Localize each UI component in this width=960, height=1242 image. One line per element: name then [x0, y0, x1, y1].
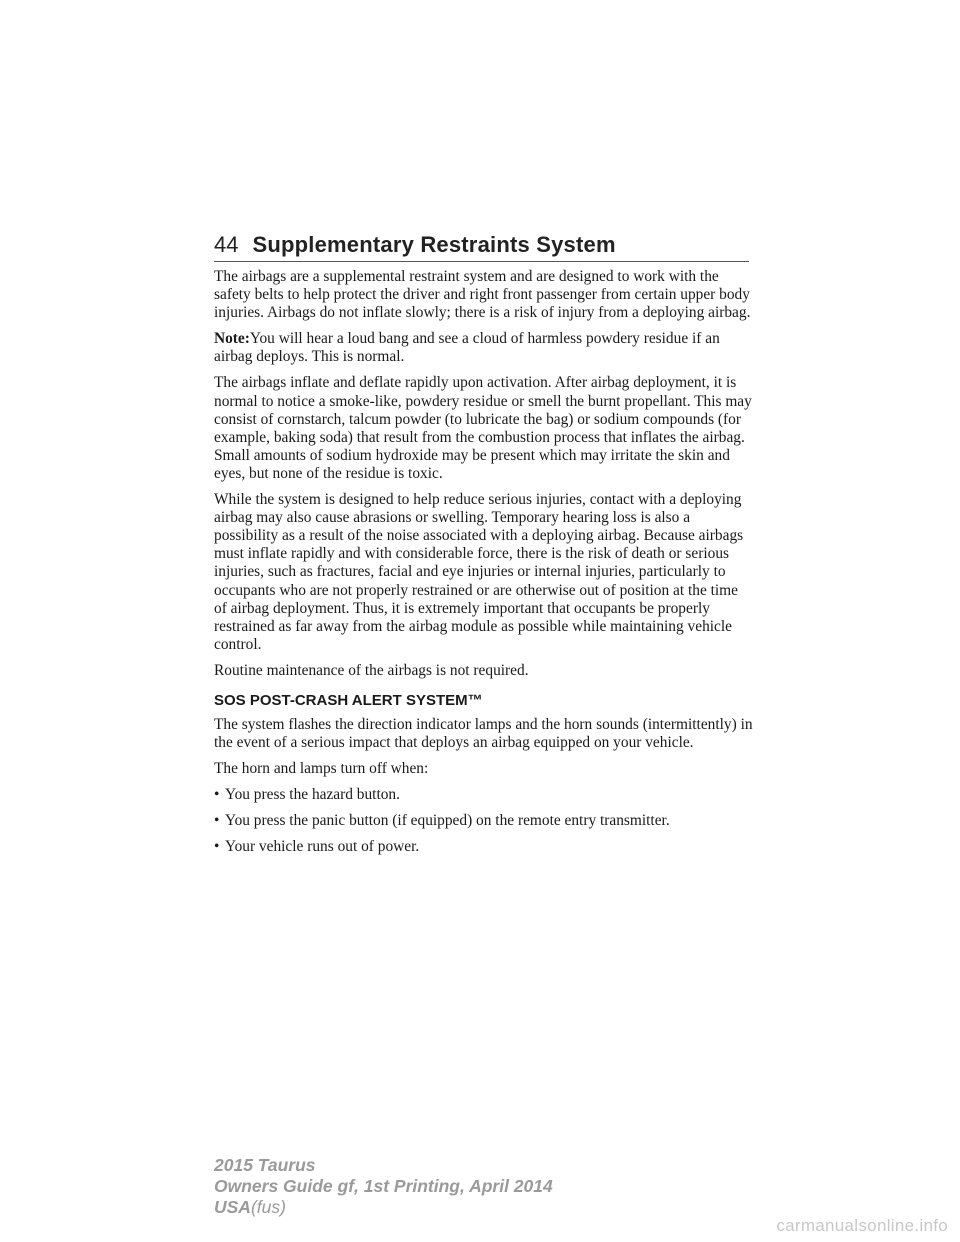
- page-body: [214, 268, 754, 865]
- paragraph-deployment-residue: The airbags inflate and deflate rapidly upon activation. After airbag deployment, it is normal to notice a smoke-like, powdery residue or smell the burnt propellant. This may consist of cornstarch, talcum powder (to lubricate the bag) or sodium compounds (for example, baking soda) that result from the combustion process that inflates the airbag. Small amounts of sodium hydroxide may be present which may irritate the skin and eyes, but none of the residue is toxic.: [214, 374, 752, 482]
- bullet-mark: •: [214, 812, 220, 830]
- list-item: [214, 838, 754, 856]
- paragraph-turn-off-intro: The horn and lamps turn off when:: [214, 760, 429, 778]
- watermark: carmanualsonline.info: [776, 1216, 948, 1235]
- page-number: 44: [214, 232, 239, 257]
- footer-printing: Owners Guide gf, 1st Printing, April 2014: [214, 1176, 553, 1196]
- list-item: [214, 812, 754, 830]
- list-item-text: Your vehicle runs out of power.: [225, 838, 420, 856]
- note-label: Note:: [214, 330, 250, 348]
- footer-model: 2015 Taurus: [214, 1155, 316, 1175]
- page-header: [214, 232, 749, 258]
- list-item: [214, 786, 754, 804]
- paragraph-note: [214, 330, 754, 366]
- footer-region-name: USA: [214, 1197, 251, 1217]
- bullet-mark: •: [214, 786, 220, 804]
- footer-region: [214, 1197, 553, 1218]
- paragraph-injury-warning: While the system is designed to help reduce serious injuries, contact with a deploying airbag may also cause abrasions or swelling. Temporary hearing loss is also a possibility as a result of the noise associated with a deploying airbag. Because airbags must inflate rapidly and with considerable force, there is the risk of death or serious injuries, such as fractures, facial and eye injuries or internal injuries, particularly to occupants who are not properly restrained or are otherwise out of position at the time of airbag deployment. Thus, it is extremely important that occupants be properly restrained as far away from the airbag module as possible while maintaining vehicle control.: [214, 491, 744, 653]
- paragraph-airbag-intro: The airbags are a supplemental restraint system and are designed to work with the safety belts to help protect the driver and right front passenger from certain upper body injuries. Airbags do not inflate slowly; there is a risk of injury from a deploying airbag.: [214, 268, 751, 322]
- note-text: You will hear a loud bang and see a cloud of harmless powdery residue if an airbag deploys. This is normal.: [214, 330, 720, 366]
- list-item-text: You press the panic button (if equipped) on the remote entry transmitter.: [225, 812, 670, 830]
- paragraph-maintenance: Routine maintenance of the airbags is not required.: [214, 661, 529, 679]
- section-heading-sos: SOS POST-CRASH ALERT SYSTEM™: [214, 691, 483, 709]
- header-divider: [214, 261, 749, 262]
- bullet-mark: •: [214, 838, 220, 856]
- section-title: Supplementary Restraints System: [252, 232, 616, 257]
- list-item-text: You press the hazard button.: [225, 786, 400, 804]
- footer-region-code: (fus): [250, 1197, 286, 1217]
- page-footer: [214, 1155, 553, 1218]
- turn-off-conditions-list: [214, 786, 754, 856]
- paragraph-sos-description: The system flashes the direction indicator lamps and the horn sounds (intermittently) in the event of a serious impact that deploys an airbag equipped on your vehicle.: [214, 715, 753, 752]
